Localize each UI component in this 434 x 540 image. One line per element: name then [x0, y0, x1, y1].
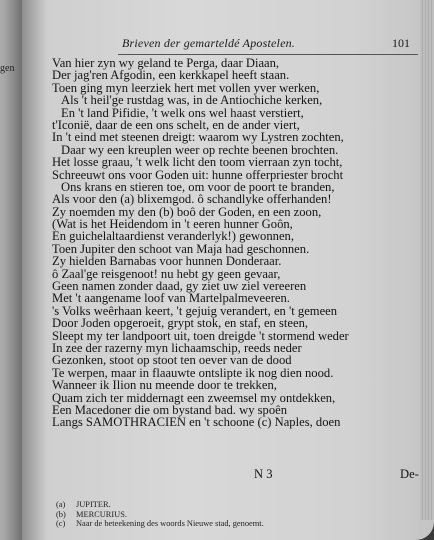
verse-line: Ons krans en stieren toe, om voor de poort te branden,	[61, 179, 335, 194]
verse-line: Toen Jupiter den schoot van Maja had geschonnen.	[52, 241, 310, 256]
verse-line: Schreeuwt ons voor Goden uit: hunne offerpriester brocht	[52, 167, 344, 182]
verse-line: Gezonken, stoot op stoot ten oever van de dood	[52, 353, 292, 368]
running-title: Brieven der gemarteldé Apostelen.	[122, 36, 295, 50]
footnotes	[56, 500, 396, 529]
verse-line: Zy noemden my den (b) boô der Goden, en een zoon,	[52, 204, 322, 219]
verse-line: Wanneer ik Ilion nu meende door te trekken,	[52, 378, 277, 393]
footnote-mark: (b)	[56, 509, 66, 519]
verse-line: 's Volks weêrhaan keert, 't gejuig verandert, en 't gemeen	[52, 303, 338, 318]
verse-line: En guichelaltaardienst veranderlyk!) gewonnen,	[52, 229, 294, 244]
verse-line: Als 't heil'ge rustdag was, in de Antiochiche kerken,	[61, 93, 323, 108]
verse-line: Sleept my ter landpoort uit, toen dreigde 't stormend weder	[52, 328, 349, 343]
verse-line: Daar wy een kreuplen weer op rechte beenen brochten.	[61, 142, 339, 157]
verse-line: En 't land Pifidie, 't welk ons wel haast verstiert,	[61, 105, 304, 120]
verse-line: Van hier zyn wy geland te Perga, daar Diaan,	[52, 56, 280, 70]
page-stack-edge	[420, 0, 434, 520]
catchword: De-	[400, 467, 419, 481]
footnote	[56, 510, 396, 520]
footnote-mark: (a)	[56, 500, 66, 509]
footnote-text: MERCURIUS.	[76, 509, 127, 519]
verse-line: Geen namen zonder daad, gy ziet uw ziel vereeren	[52, 279, 307, 294]
verse-line: In 't eind met steenen dreigt: waarom wy Lystren zochten,	[52, 130, 344, 145]
verse-line: In zee der razerny myn lichaamschip, reeds neder	[52, 340, 302, 355]
running-head	[22, 36, 434, 52]
footnote-text: JUPITER.	[76, 500, 111, 509]
footnote-text: Naar de beteekening des woords Nieuwe stad, genoemt.	[76, 519, 264, 529]
verse-line: Der jag'ren Afgodin, een kerkkapel heeft staan.	[52, 68, 290, 83]
verse-line: Als voor den (a) blixemgod. ô schandlyke offerhanden!	[52, 192, 332, 207]
margin-fragment: gen	[0, 63, 15, 74]
verse-line: ô Zaal'ge reisgenoot! nu hebt gy geen gevaar,	[52, 266, 281, 281]
signature-mark: N 3	[254, 467, 273, 481]
footnote-mark: (c)	[56, 519, 66, 529]
verse-line: Een Macedoner die om bystand bad. wy spoên	[52, 402, 288, 417]
verse-line: (Wat is het Heidendom in 't eeren hunner Goôn,	[52, 217, 293, 232]
verse-line: Quam zich ter middernagt een zweemsel my ontdekken,	[52, 390, 336, 405]
verse-line: Te werpen, maar in flaauwte ontslipte ik nog dien nood.	[52, 365, 334, 380]
verse-line: Langs SAMOTHRACIEN en 't schoone (c) Naples, doen	[52, 415, 341, 430]
poem-text	[52, 57, 422, 429]
verse-line: Zy hielden Barnabas voor hunnen Donderaar.	[52, 254, 282, 269]
verse-line: Toen ging myn leerziek hert met vollen yver werken,	[52, 80, 320, 95]
book-page	[22, 0, 434, 540]
verse-line: t'Iconië, daar de een ons schelt, en de ander viert,	[52, 117, 300, 132]
header-rule	[118, 54, 418, 55]
verse-line: Met 't aangename loof van Martelpalmeveeren.	[52, 291, 290, 306]
page-number: 101	[392, 36, 410, 50]
footnote	[56, 500, 396, 510]
verse-line: Het losse graau, 't welk licht den toom vierraan zyn tocht,	[52, 155, 343, 170]
verse-line: Door Joden opgeroeit, grypt stok, en staf, en steen,	[52, 316, 309, 331]
footnote	[56, 519, 396, 529]
